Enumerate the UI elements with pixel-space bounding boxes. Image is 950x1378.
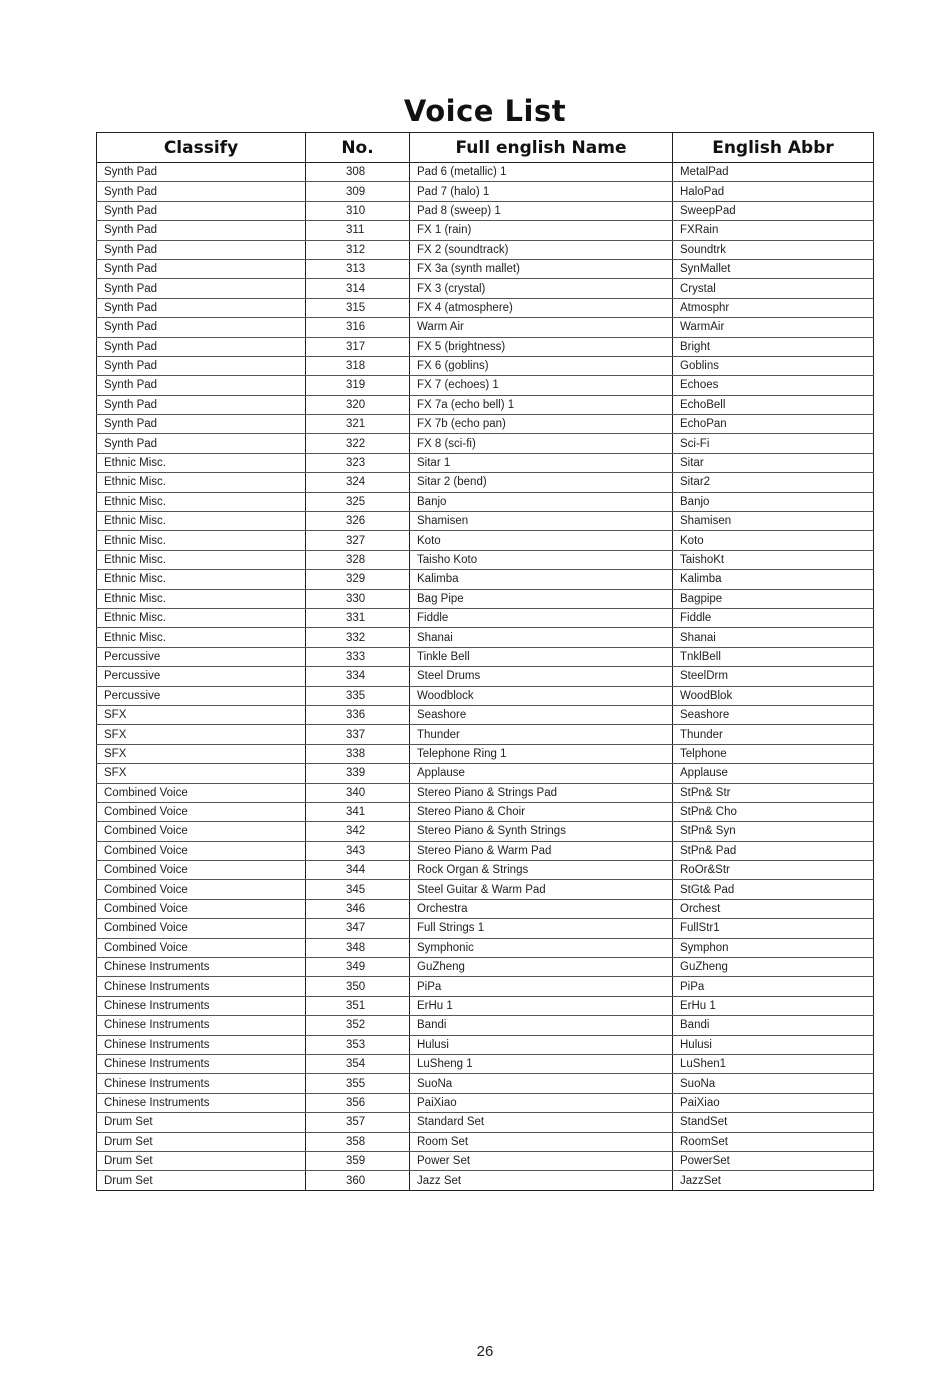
table-row (97, 453, 874, 472)
number-cell: 348 (306, 938, 410, 957)
classify-cell: Synth Pad (97, 318, 306, 337)
full-name-cell: LuSheng 1 (410, 1054, 673, 1073)
table-row (97, 473, 874, 492)
full-name-cell: Telephone Ring 1 (410, 744, 673, 763)
abbr-cell: Koto (673, 531, 874, 550)
number-cell: 314 (306, 279, 410, 298)
table-row (97, 512, 874, 531)
page-title: Voice List (403, 94, 567, 128)
abbr-cell: Orchest (673, 899, 874, 918)
abbr-cell: SuoNa (673, 1074, 874, 1093)
number-cell: 335 (306, 686, 410, 705)
abbr-cell: HaloPad (673, 182, 874, 201)
abbr-cell: Bandi (673, 1016, 874, 1035)
number-cell: 309 (306, 182, 410, 201)
full-name-cell: Kalimba (410, 570, 673, 589)
number-cell: 357 (306, 1113, 410, 1132)
abbr-cell: EchoPan (673, 415, 874, 434)
full-name-cell: Banjo (410, 492, 673, 511)
classify-cell: Chinese Instruments (97, 1016, 306, 1035)
table-row (97, 1016, 874, 1035)
abbr-cell: JazzSet (673, 1171, 874, 1190)
number-cell: 328 (306, 550, 410, 569)
abbr-cell: WoodBlok (673, 686, 874, 705)
abbr-cell: ErHu 1 (673, 996, 874, 1015)
table-row (97, 201, 874, 220)
table-row (97, 240, 874, 259)
full-name-cell: GuZheng (410, 958, 673, 977)
abbr-cell: SteelDrm (673, 667, 874, 686)
full-name-cell: Thunder (410, 725, 673, 744)
number-cell: 323 (306, 453, 410, 472)
table-row (97, 318, 874, 337)
table-row (97, 550, 874, 569)
table-row (97, 376, 874, 395)
classify-cell: Chinese Instruments (97, 1074, 306, 1093)
number-cell: 350 (306, 977, 410, 996)
number-cell: 338 (306, 744, 410, 763)
abbr-cell: StandSet (673, 1113, 874, 1132)
abbr-cell: GuZheng (673, 958, 874, 977)
number-cell: 342 (306, 822, 410, 841)
abbr-cell: Telphone (673, 744, 874, 763)
full-name-cell: Fiddle (410, 608, 673, 627)
classify-cell: Percussive (97, 667, 306, 686)
full-name-cell: FX 3 (crystal) (410, 279, 673, 298)
classify-cell: Synth Pad (97, 259, 306, 278)
number-cell: 351 (306, 996, 410, 1015)
full-name-cell: Steel Drums (410, 667, 673, 686)
abbr-cell: StPn& Cho (673, 802, 874, 821)
table-row (97, 1132, 874, 1151)
classify-cell: Ethnic Misc. (97, 453, 306, 472)
table-row (97, 725, 874, 744)
number-cell: 345 (306, 880, 410, 899)
classify-cell: Synth Pad (97, 395, 306, 414)
number-cell: 336 (306, 705, 410, 724)
number-cell: 324 (306, 473, 410, 492)
table-row (97, 880, 874, 899)
full-name-cell: SuoNa (410, 1074, 673, 1093)
number-cell: 349 (306, 958, 410, 977)
number-cell: 344 (306, 861, 410, 880)
table-row (97, 977, 874, 996)
table-body (97, 163, 874, 1191)
header-number: No. (306, 133, 410, 163)
table-row (97, 531, 874, 550)
classify-cell: Synth Pad (97, 298, 306, 317)
number-cell: 317 (306, 337, 410, 356)
table-row (97, 996, 874, 1015)
abbr-cell: Echoes (673, 376, 874, 395)
header-full-english-name: Full english Name (410, 133, 673, 163)
full-name-cell: FX 7 (echoes) 1 (410, 376, 673, 395)
abbr-cell: WarmAir (673, 318, 874, 337)
abbr-cell: Symphon (673, 938, 874, 957)
table-row (97, 938, 874, 957)
classify-cell: Combined Voice (97, 880, 306, 899)
table-row (97, 356, 874, 375)
full-name-cell: FX 4 (atmosphere) (410, 298, 673, 317)
table-row (97, 744, 874, 763)
table-row (97, 919, 874, 938)
classify-cell: Combined Voice (97, 899, 306, 918)
abbr-cell: Applause (673, 764, 874, 783)
table-row (97, 279, 874, 298)
abbr-cell: StPn& Pad (673, 841, 874, 860)
classify-cell: Synth Pad (97, 356, 306, 375)
full-name-cell: ErHu 1 (410, 996, 673, 1015)
full-name-cell: Applause (410, 764, 673, 783)
table-row (97, 802, 874, 821)
abbr-cell: Kalimba (673, 570, 874, 589)
classify-cell: Synth Pad (97, 434, 306, 453)
abbr-cell: EchoBell (673, 395, 874, 414)
number-cell: 333 (306, 647, 410, 666)
full-name-cell: Bag Pipe (410, 589, 673, 608)
table-row (97, 1171, 874, 1190)
full-name-cell: Room Set (410, 1132, 673, 1151)
classify-cell: Ethnic Misc. (97, 628, 306, 647)
classify-cell: Ethnic Misc. (97, 512, 306, 531)
number-cell: 311 (306, 221, 410, 240)
number-cell: 337 (306, 725, 410, 744)
classify-cell: Ethnic Misc. (97, 531, 306, 550)
full-name-cell: FX 7a (echo bell) 1 (410, 395, 673, 414)
abbr-cell: TaishoKt (673, 550, 874, 569)
full-name-cell: Tinkle Bell (410, 647, 673, 666)
number-cell: 346 (306, 899, 410, 918)
table-row (97, 298, 874, 317)
classify-cell: Synth Pad (97, 240, 306, 259)
header-english-abbr: English Abbr (673, 133, 874, 163)
table-row (97, 764, 874, 783)
classify-cell: Chinese Instruments (97, 1035, 306, 1054)
table-row (97, 899, 874, 918)
full-name-cell: Stereo Piano & Synth Strings (410, 822, 673, 841)
abbr-cell: Banjo (673, 492, 874, 511)
full-name-cell: Symphonic (410, 938, 673, 957)
number-cell: 326 (306, 512, 410, 531)
classify-cell: Chinese Instruments (97, 1093, 306, 1112)
abbr-cell: FXRain (673, 221, 874, 240)
full-name-cell: Pad 6 (metallic) 1 (410, 163, 673, 182)
abbr-cell: SweepPad (673, 201, 874, 220)
number-cell: 313 (306, 259, 410, 278)
number-cell: 343 (306, 841, 410, 860)
full-name-cell: Full Strings 1 (410, 919, 673, 938)
table-row (97, 667, 874, 686)
abbr-cell: PaiXiao (673, 1093, 874, 1112)
full-name-cell: PaiXiao (410, 1093, 673, 1112)
classify-cell: Synth Pad (97, 279, 306, 298)
number-cell: 334 (306, 667, 410, 686)
header-row (97, 133, 874, 163)
table-row (97, 1093, 874, 1112)
number-cell: 355 (306, 1074, 410, 1093)
classify-cell: Synth Pad (97, 376, 306, 395)
full-name-cell: Sitar 2 (bend) (410, 473, 673, 492)
abbr-cell: StPn& Syn (673, 822, 874, 841)
full-name-cell: Rock Organ & Strings (410, 861, 673, 880)
number-cell: 360 (306, 1171, 410, 1190)
full-name-cell: Orchestra (410, 899, 673, 918)
classify-cell: Chinese Instruments (97, 996, 306, 1015)
classify-cell: Drum Set (97, 1171, 306, 1190)
table-row (97, 783, 874, 802)
full-name-cell: Seashore (410, 705, 673, 724)
number-cell: 347 (306, 919, 410, 938)
full-name-cell: Steel Guitar & Warm Pad (410, 880, 673, 899)
number-cell: 329 (306, 570, 410, 589)
table-row (97, 1074, 874, 1093)
classify-cell: Synth Pad (97, 415, 306, 434)
classify-cell: Combined Voice (97, 861, 306, 880)
number-cell: 358 (306, 1132, 410, 1151)
number-cell: 308 (306, 163, 410, 182)
number-cell: 332 (306, 628, 410, 647)
number-cell: 310 (306, 201, 410, 220)
number-cell: 356 (306, 1093, 410, 1112)
table-row (97, 163, 874, 182)
abbr-cell: Sitar2 (673, 473, 874, 492)
number-cell: 352 (306, 1016, 410, 1035)
number-cell: 327 (306, 531, 410, 550)
number-cell: 340 (306, 783, 410, 802)
abbr-cell: PiPa (673, 977, 874, 996)
abbr-cell: SynMallet (673, 259, 874, 278)
classify-cell: Chinese Instruments (97, 958, 306, 977)
abbr-cell: Crystal (673, 279, 874, 298)
classify-cell: Ethnic Misc. (97, 589, 306, 608)
full-name-cell: Woodblock (410, 686, 673, 705)
classify-cell: Combined Voice (97, 783, 306, 802)
classify-cell: Drum Set (97, 1132, 306, 1151)
number-cell: 325 (306, 492, 410, 511)
full-name-cell: FX 1 (rain) (410, 221, 673, 240)
classify-cell: Synth Pad (97, 182, 306, 201)
full-name-cell: Hulusi (410, 1035, 673, 1054)
number-cell: 353 (306, 1035, 410, 1054)
full-name-cell: Warm Air (410, 318, 673, 337)
table-row (97, 434, 874, 453)
table-row (97, 608, 874, 627)
table-row (97, 259, 874, 278)
full-name-cell: Standard Set (410, 1113, 673, 1132)
full-name-cell: Sitar 1 (410, 453, 673, 472)
abbr-cell: TnklBell (673, 647, 874, 666)
classify-cell: Synth Pad (97, 337, 306, 356)
number-cell: 315 (306, 298, 410, 317)
full-name-cell: Stereo Piano & Warm Pad (410, 841, 673, 860)
abbr-cell: Goblins (673, 356, 874, 375)
voice-list-table (96, 132, 874, 1191)
classify-cell: Ethnic Misc. (97, 492, 306, 511)
full-name-cell: Taisho Koto (410, 550, 673, 569)
classify-cell: Ethnic Misc. (97, 570, 306, 589)
abbr-cell: StGt& Pad (673, 880, 874, 899)
table-row (97, 686, 874, 705)
classify-cell: Percussive (97, 647, 306, 666)
number-cell: 316 (306, 318, 410, 337)
full-name-cell: Shanai (410, 628, 673, 647)
number-cell: 321 (306, 415, 410, 434)
table-row (97, 589, 874, 608)
abbr-cell: Thunder (673, 725, 874, 744)
abbr-cell: Hulusi (673, 1035, 874, 1054)
classify-cell: SFX (97, 705, 306, 724)
classify-cell: Combined Voice (97, 802, 306, 821)
table-row (97, 221, 874, 240)
full-name-cell: Pad 7 (halo) 1 (410, 182, 673, 201)
header-classify: Classify (97, 133, 306, 163)
full-name-cell: FX 8 (sci-fi) (410, 434, 673, 453)
table-row (97, 182, 874, 201)
abbr-cell: RoomSet (673, 1132, 874, 1151)
classify-cell: Percussive (97, 686, 306, 705)
number-cell: 319 (306, 376, 410, 395)
full-name-cell: Koto (410, 531, 673, 550)
table-row (97, 570, 874, 589)
classify-cell: Ethnic Misc. (97, 550, 306, 569)
number-cell: 331 (306, 608, 410, 627)
abbr-cell: FullStr1 (673, 919, 874, 938)
number-cell: 341 (306, 802, 410, 821)
classify-cell: Synth Pad (97, 201, 306, 220)
abbr-cell: Bright (673, 337, 874, 356)
abbr-cell: PowerSet (673, 1151, 874, 1170)
table-row (97, 822, 874, 841)
classify-cell: Ethnic Misc. (97, 473, 306, 492)
table-header (97, 133, 874, 163)
classify-cell: Drum Set (97, 1113, 306, 1132)
abbr-cell: Soundtrk (673, 240, 874, 259)
classify-cell: SFX (97, 725, 306, 744)
table-row (97, 337, 874, 356)
classify-cell: Combined Voice (97, 822, 306, 841)
classify-cell: SFX (97, 764, 306, 783)
full-name-cell: FX 2 (soundtrack) (410, 240, 673, 259)
number-cell: 312 (306, 240, 410, 259)
abbr-cell: LuShen1 (673, 1054, 874, 1073)
abbr-cell: Sitar (673, 453, 874, 472)
classify-cell: Combined Voice (97, 919, 306, 938)
abbr-cell: RoOr&Str (673, 861, 874, 880)
number-cell: 318 (306, 356, 410, 375)
table-row (97, 1151, 874, 1170)
classify-cell: Drum Set (97, 1151, 306, 1170)
table-row (97, 628, 874, 647)
classify-cell: Synth Pad (97, 221, 306, 240)
full-name-cell: Pad 8 (sweep) 1 (410, 201, 673, 220)
classify-cell: Chinese Instruments (97, 977, 306, 996)
full-name-cell: FX 3a (synth mallet) (410, 259, 673, 278)
table-row (97, 841, 874, 860)
abbr-cell: StPn& Str (673, 783, 874, 802)
table-row (97, 1113, 874, 1132)
number-cell: 354 (306, 1054, 410, 1073)
full-name-cell: Bandi (410, 1016, 673, 1035)
classify-cell: SFX (97, 744, 306, 763)
classify-cell: Combined Voice (97, 841, 306, 860)
full-name-cell: PiPa (410, 977, 673, 996)
abbr-cell: Bagpipe (673, 589, 874, 608)
table-row (97, 492, 874, 511)
classify-cell: Chinese Instruments (97, 1054, 306, 1073)
full-name-cell: Power Set (410, 1151, 673, 1170)
abbr-cell: Shamisen (673, 512, 874, 531)
table-row (97, 861, 874, 880)
full-name-cell: Stereo Piano & Strings Pad (410, 783, 673, 802)
full-name-cell: FX 7b (echo pan) (410, 415, 673, 434)
page-number: 26 (476, 1343, 494, 1360)
classify-cell: Synth Pad (97, 163, 306, 182)
abbr-cell: MetalPad (673, 163, 874, 182)
abbr-cell: Fiddle (673, 608, 874, 627)
number-cell: 322 (306, 434, 410, 453)
full-name-cell: Stereo Piano & Choir (410, 802, 673, 821)
number-cell: 330 (306, 589, 410, 608)
full-name-cell: Shamisen (410, 512, 673, 531)
full-name-cell: FX 6 (goblins) (410, 356, 673, 375)
abbr-cell: Shanai (673, 628, 874, 647)
abbr-cell: Atmosphr (673, 298, 874, 317)
classify-cell: Combined Voice (97, 938, 306, 957)
abbr-cell: Seashore (673, 705, 874, 724)
abbr-cell: Sci-Fi (673, 434, 874, 453)
table-row (97, 1035, 874, 1054)
table-row (97, 415, 874, 434)
number-cell: 339 (306, 764, 410, 783)
classify-cell: Ethnic Misc. (97, 608, 306, 627)
table-row (97, 1054, 874, 1073)
full-name-cell: FX 5 (brightness) (410, 337, 673, 356)
full-name-cell: Jazz Set (410, 1171, 673, 1190)
table-row (97, 647, 874, 666)
table-row (97, 395, 874, 414)
number-cell: 320 (306, 395, 410, 414)
number-cell: 359 (306, 1151, 410, 1170)
table-row (97, 705, 874, 724)
table-row (97, 958, 874, 977)
